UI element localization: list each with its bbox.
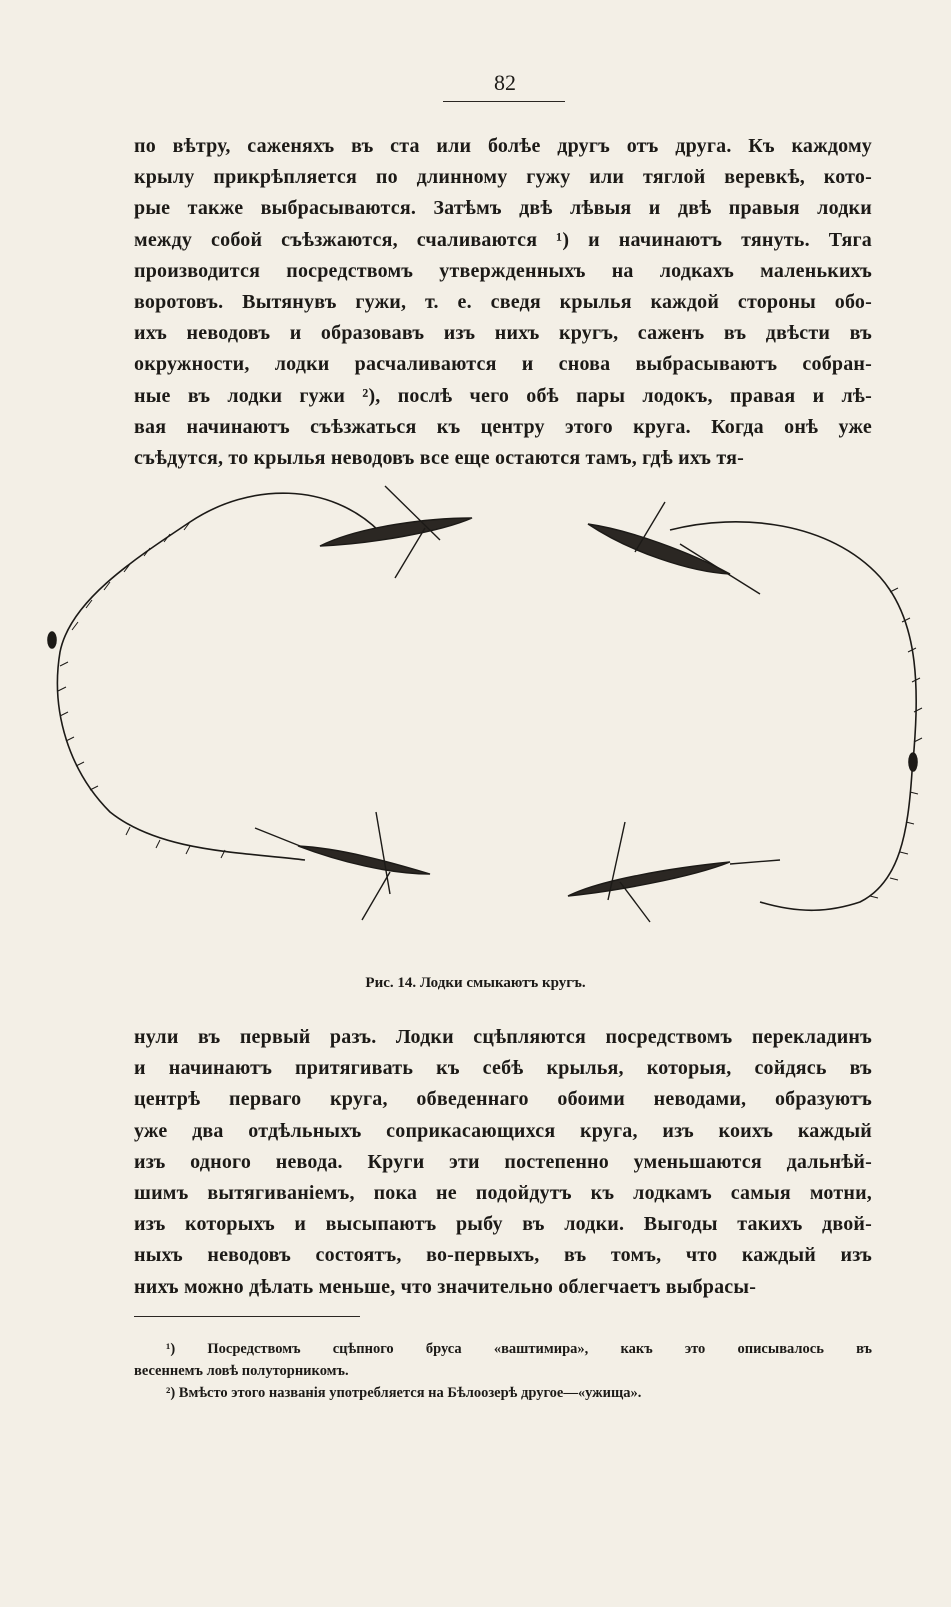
footnote-line: ¹) Посредствомъ сцѣпного бруса «ваштимира», какъ это описывалось въ [166,1341,872,1357]
page-number: 82 [494,70,516,95]
boat-top-right [588,502,760,594]
text-line: центрѣ перваго круга, обведеннаго обоими неводами, образуютъ [134,1088,872,1111]
text-line: съѣдутся, то крылья неводовъ все еще остаются тамъ, гдѣ ихъ тя- [134,447,744,470]
seine-net-line [57,493,380,860]
text-line: уже два отдѣльныхъ соприкасающихся круга, изъ коихъ каждый [134,1119,872,1142]
text-line: крылу прикрѣпляется по длинному гужу или тяглой веревкѣ, кото- [134,166,872,189]
text-line: изъ которыхъ и высыпаютъ рыбу въ лодки. Выгоды такихъ двой- [134,1213,872,1236]
footnote-2 [134,1382,872,1404]
footnote-rule [134,1316,360,1317]
text-line: ихъ неводовъ и образовавъ изъ нихъ кругъ, саженъ въ двѣсти въ [134,322,872,345]
boat-bottom-left [255,812,430,920]
text-line: нули въ первый разъ. Лодки сцѣпляются посредствомъ перекладинъ [134,1026,872,1048]
text-line: рые также выбрасываются. Затѣмъ двѣ лѣвыя и двѣ правыя лодки [134,197,872,220]
figure-caption: Рис. 14. Лодки смыкаютъ кругъ. [365,975,586,991]
paragraph-top [134,131,872,474]
footnote-line: весеннемъ ловѣ полуторникомъ. [134,1363,349,1379]
footnote-line: ²) Вмѣсто этого названiя употребляется на Бѣлоозерѣ другое—«ужища». [166,1385,642,1401]
text-line: ные въ лодки гужи ²), послѣ чего обѣ пары лодокъ, правая и лѣ- [134,384,872,407]
text-line: нихъ можно дѣлать меньше, что значительно облегчаетъ выбрасы- [134,1275,757,1298]
boat-bottom-right [568,822,780,922]
header-rule [443,101,565,102]
footnotes [134,1338,872,1404]
figure-boats-circle [40,482,951,952]
text-line: между собой съѣзжаются, счаливаются ¹) и начинаютъ тянуть. Тяга [134,228,872,251]
boats-circle-illustration [40,482,951,952]
boat-top-left [320,486,472,578]
seine-net-line [670,522,916,910]
text-line: окружности, лодки расчаливаются и снова выбрасываютъ собран- [134,353,872,376]
text-line: изъ одного невода. Круги эти постепенно уменьшаются дальнѣй- [134,1150,872,1173]
text-line: вая начинаютъ съѣзжаться къ центру этого круга. Когда онѣ уже [134,415,872,438]
text-line: шимъ вытягиванiемъ, пока не подойдутъ къ лодкамъ самыя мотни, [134,1182,872,1205]
text-line: и начинаютъ притягивать къ себѣ крылья, которыя, сойдясь въ [134,1057,872,1080]
text-line: ныхъ неводовъ состоятъ, во-первыхъ, въ томъ, что каждый изъ [134,1244,872,1267]
paragraph-bottom [134,1022,872,1303]
text-line: воротовъ. Вытянувъ гужи, т. е. сведя крылья каждой стороны обо- [134,291,872,314]
text-line: производится посредствомъ утвержденныхъ на лодкахъ маленькихъ [134,259,872,282]
footnote-1 [134,1338,872,1382]
text-line: по вѣтру, саженяхъ въ ста или болѣе другъ отъ друга. Къ каждому [134,135,872,157]
